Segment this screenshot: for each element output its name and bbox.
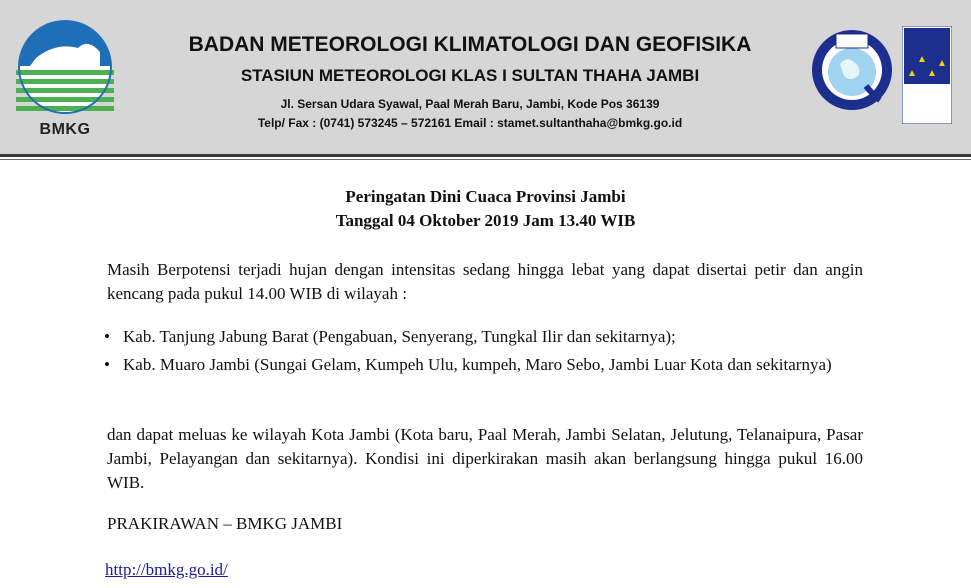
org-name: BADAN METEOROLOGI KLIMATOLOGI DAN GEOFISIKA [188,33,752,56]
intro-paragraph: Masih Berpotensi terjadi hujan dengan intensitas sedang hingga lebat yang dapat disertai petir dan angin kencang pada pukul 14.00 WIB di wilayah : [107,260,863,303]
forecaster-signoff: PRAKIRAWAN – BMKG JAMBI [107,514,343,533]
bmkg-website-link[interactable]: http://bmkg.go.id/ [105,560,228,579]
header-rule-thin [0,159,971,160]
bmkg-logo [16,18,114,146]
ascb-logo [902,26,952,124]
bullet-icon: • [104,327,110,346]
bmkg-logo-text: BMKG [39,121,91,138]
header-rule-thick [0,154,971,157]
station-name: STASIUN METEOROLOGI KLAS I SULTAN THAHA JAMBI [240,66,700,85]
qrs-iso-logo [810,24,894,116]
warning-title: Peringatan Dini Cuaca Provinsi Jambi [345,187,626,206]
ascb-accreditation-icon [902,26,952,124]
extension-paragraph: dan dapat meluas ke wilayah Kota Jambi (Kota baru, Paal Merah, Jambi Selatan, Jelutung, Telanaipura, Pasar Jambi, Pelayangan dan sekitarnya). Kondisi ini diperkirakan masih akan berlangsung hingga pukul 16.00 WIB. [107,425,863,492]
affected-areas-list [104,325,866,381]
warning-date: Tanggal 04 Oktober 2019 Jam 13.40 WIB [335,211,636,230]
address-line: Jl. Sersan Udara Syawal, Paal Merah Baru, Jambi, Kode Pos 36139 [280,97,660,111]
bmkg-emblem-icon [16,18,114,118]
contact-line: Telp/ Fax : (0741) 573245 – 572161 Email : stamet.sultanthaha@bmkg.go.id [257,116,683,130]
letterhead [0,0,971,154]
list-item-text: Kab. Tanjung Jabung Barat (Pengabuan, Senyerang, Tungkal Ilir dan sekitarnya); [123,327,676,346]
list-item-text: Kab. Muaro Jambi (Sungai Gelam, Kumpeh Ulu, kumpeh, Maro Sebo, Jambi Luar Kota dan sekitarnya) [123,355,832,374]
qrs-certification-icon [810,24,894,116]
list-item [104,325,866,349]
bullet-icon: • [104,355,110,374]
list-item [104,353,866,377]
